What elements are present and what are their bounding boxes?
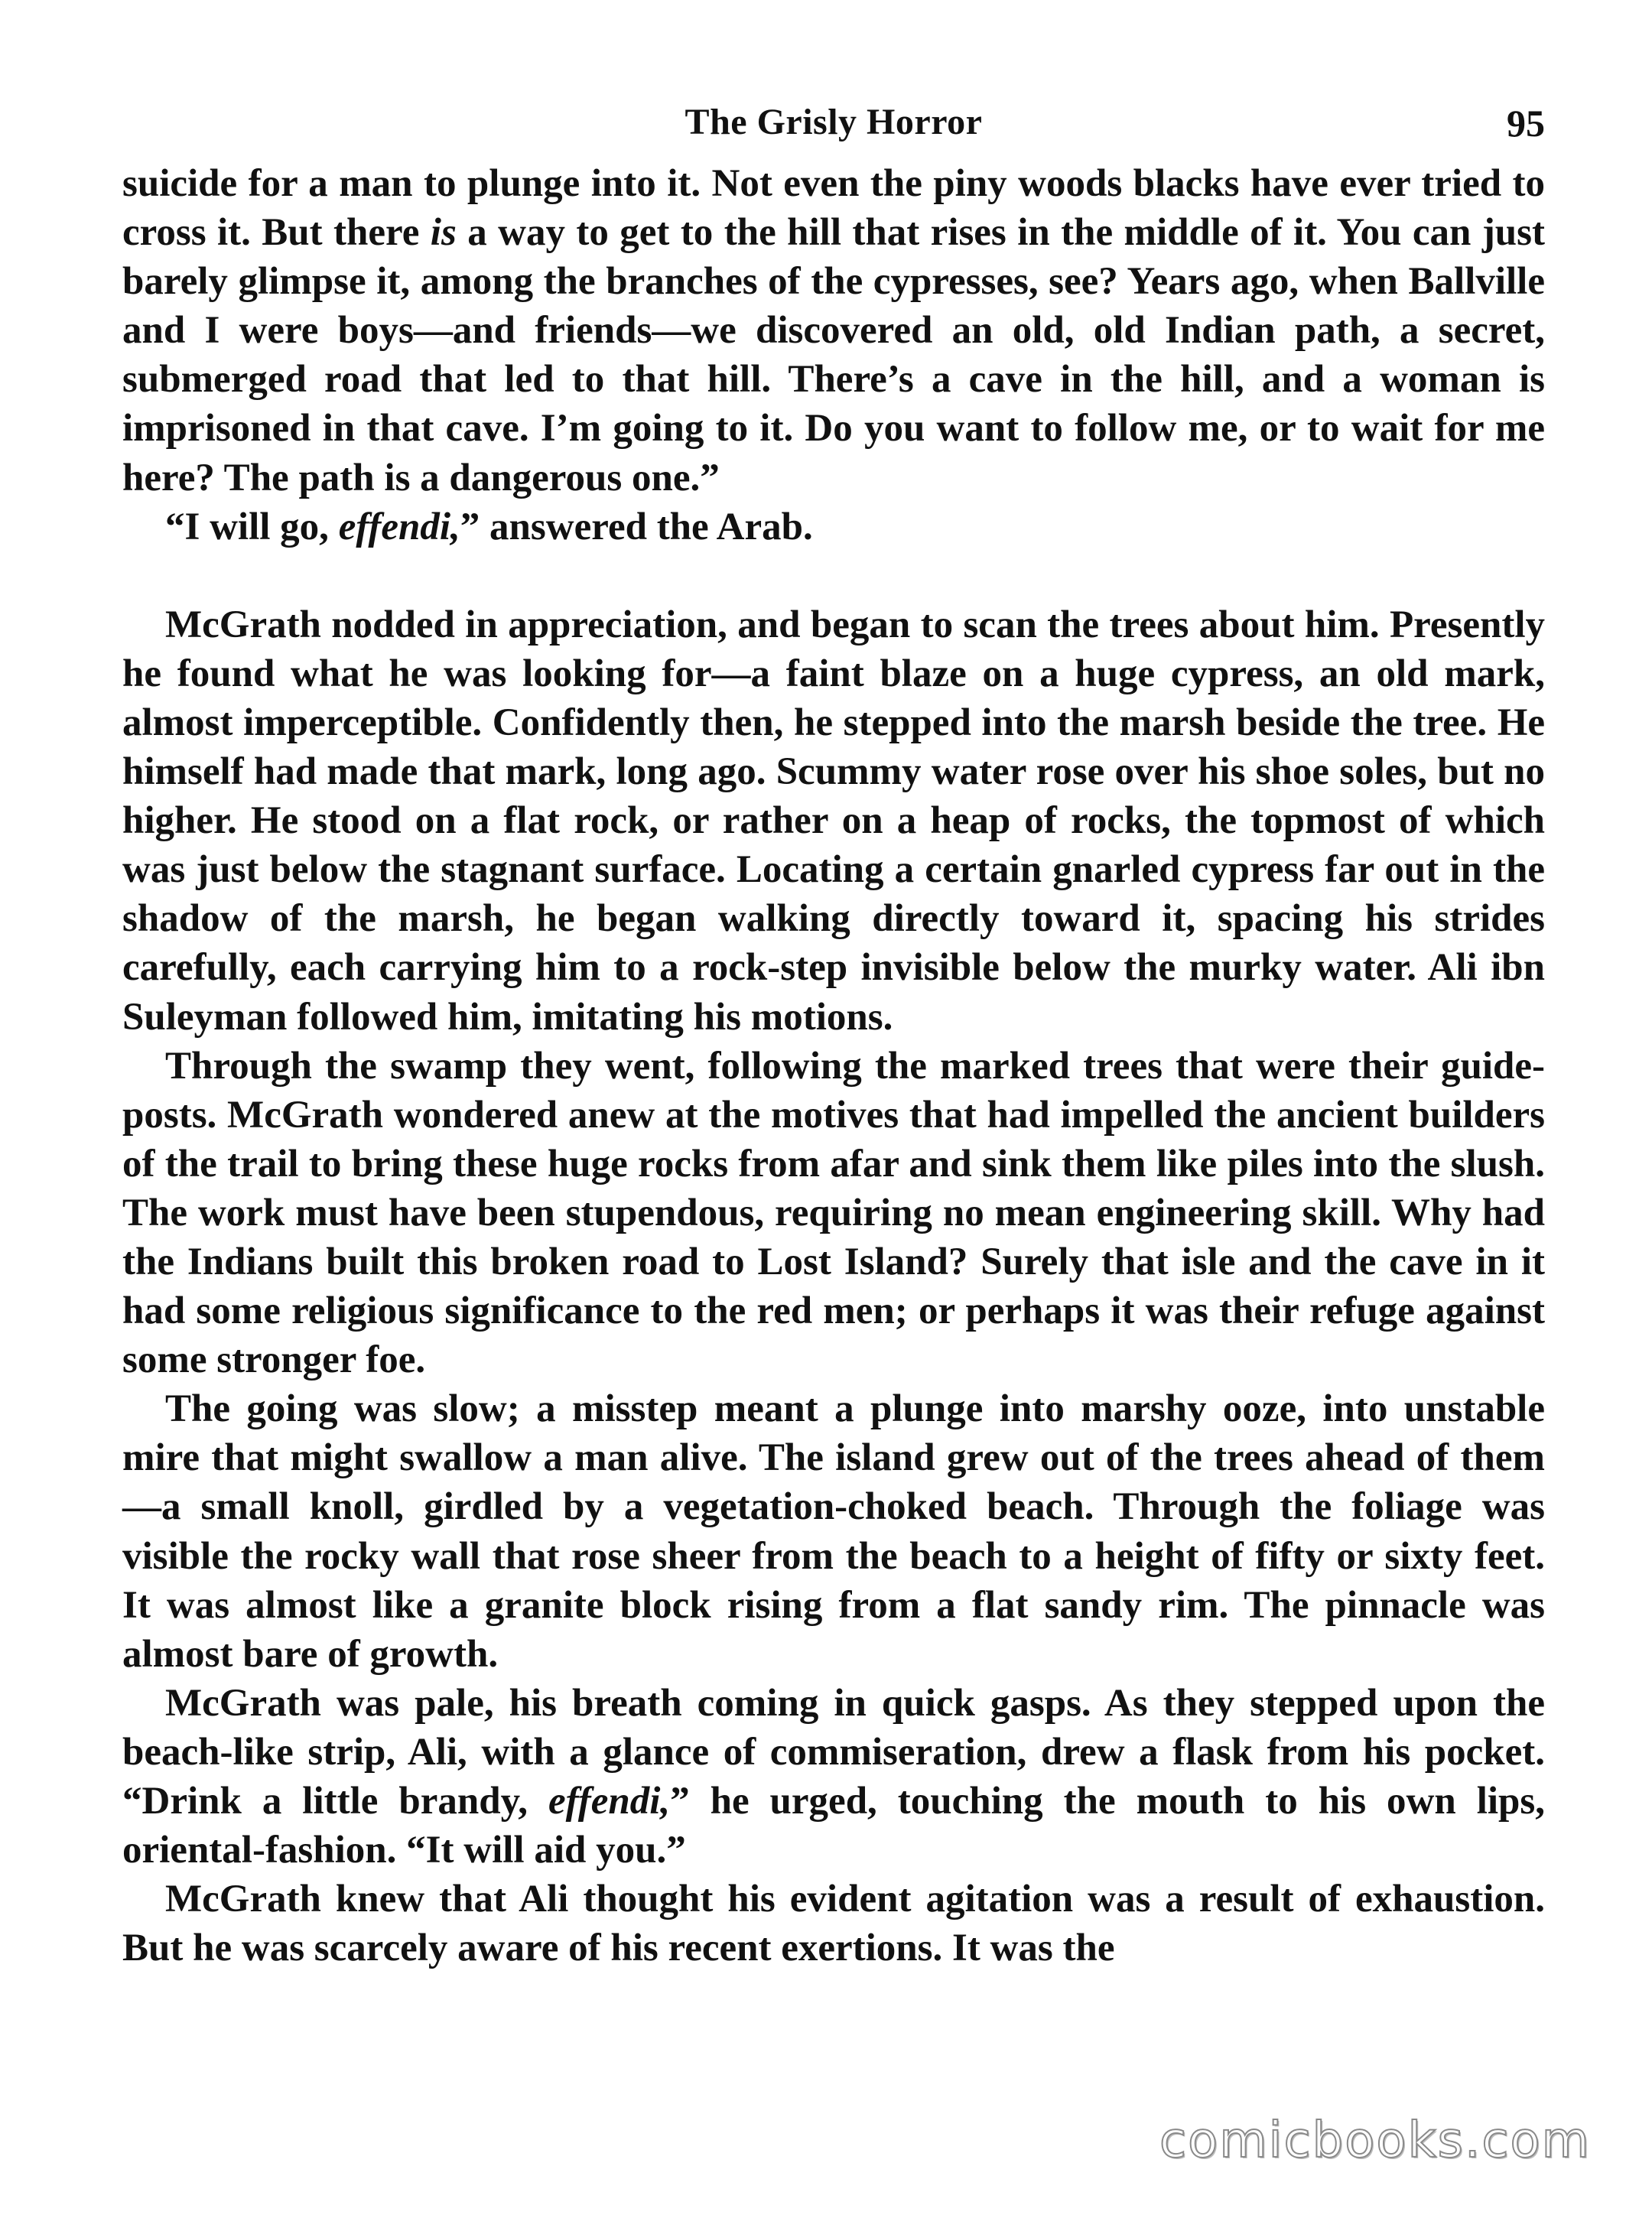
page-number: 95	[1507, 102, 1545, 145]
running-head	[122, 101, 1545, 154]
paragraph-6: McGrath was pale, his breath coming in quick gasps. As they stepped upon the beach-like strip, Ali, with a glance of commiseration, drew a flask from his pocket. “Drink a little brandy, effendi,” he urged, touching the mouth to his own lips, oriental-fashion. “It will aid you.”	[122, 1681, 1545, 1872]
paragraph-5: The going was slow; a misstep meant a plunge into marshy ooze, into unstable mire that might swallow a man alive. The island grew out of the trees ahead of them—a small knoll, girdled by a vegetation-choked beach. Through the foliage was visible the rocky wall that rose sheer from the beach to a height of fifty or sixty feet. It was almost like a granite block rising from a flat sandy rim. The pinnacle was almost bare of growth.	[122, 1387, 1545, 1676]
paragraph-4: Through the swamp they went, following the marked trees that were their guide-posts. McGrath wondered anew at the motives that had impelled the ancient builders of the trail to bring these huge rocks from afar and sink them like piles into the slush. The work must have been stupendous, requiring no mean engineering skill. Why had the Indians built this broken road to Lost Island? Surely that isle and the cave in it had some religious significance to the red men; or perhaps it was their refuge against some stronger foe.	[122, 1044, 1545, 1382]
paragraph-1: suicide for a man to plunge into it. Not even the piny woods blacks have ever tried to cross it. But there is a way to get to the hill that rises in the middle of it. You can just barely glimpse it, among the branches of the cypresses, see? Years ago, when Ballville and I were boys—and friends—we discovered an old, old Indian path, a secret, submerged road that led to that hill. There’s a cave in the hill, and a woman is imprisoned in that cave. I’m going to it. Do you want to follow me, or to wait for me here? The path is a dangerous one.”	[122, 162, 1545, 499]
watermark-logo: comicbooks.com	[1159, 2112, 1591, 2169]
paragraph-3: McGrath nodded in appreciation, and began to scan the trees about him. Presently he found what he was looking for—a faint blaze on a huge cypress, an old mark, almost imperceptible. Confidently then, he stepped into the marsh beside the tree. He himself had made that mark, long ago. Scummy water rose over his shoe soles, but no higher. He stood on a flat rock, or rather on a heap of rocks, the topmost of which was just below the stagnant surface. Locating a certain gnarled cypress far out in the shadow of the marsh, he began walking directly toward it, spacing his strides carefully, each carrying him to a rock-step invisible below the murky water. Ali ibn Suleyman followed him, imitating his motions.	[122, 603, 1545, 1039]
paragraph-2: “I will go, effendi,” answered the Arab.	[165, 505, 813, 548]
paragraph-7: McGrath knew that Ali thought his evident agitation was a result of exhaustion. But he was scarcely aware of his recent exertions. It was the	[122, 1878, 1545, 1970]
running-title: The Grisly Horror	[685, 102, 983, 142]
body-text	[122, 159, 1545, 1972]
